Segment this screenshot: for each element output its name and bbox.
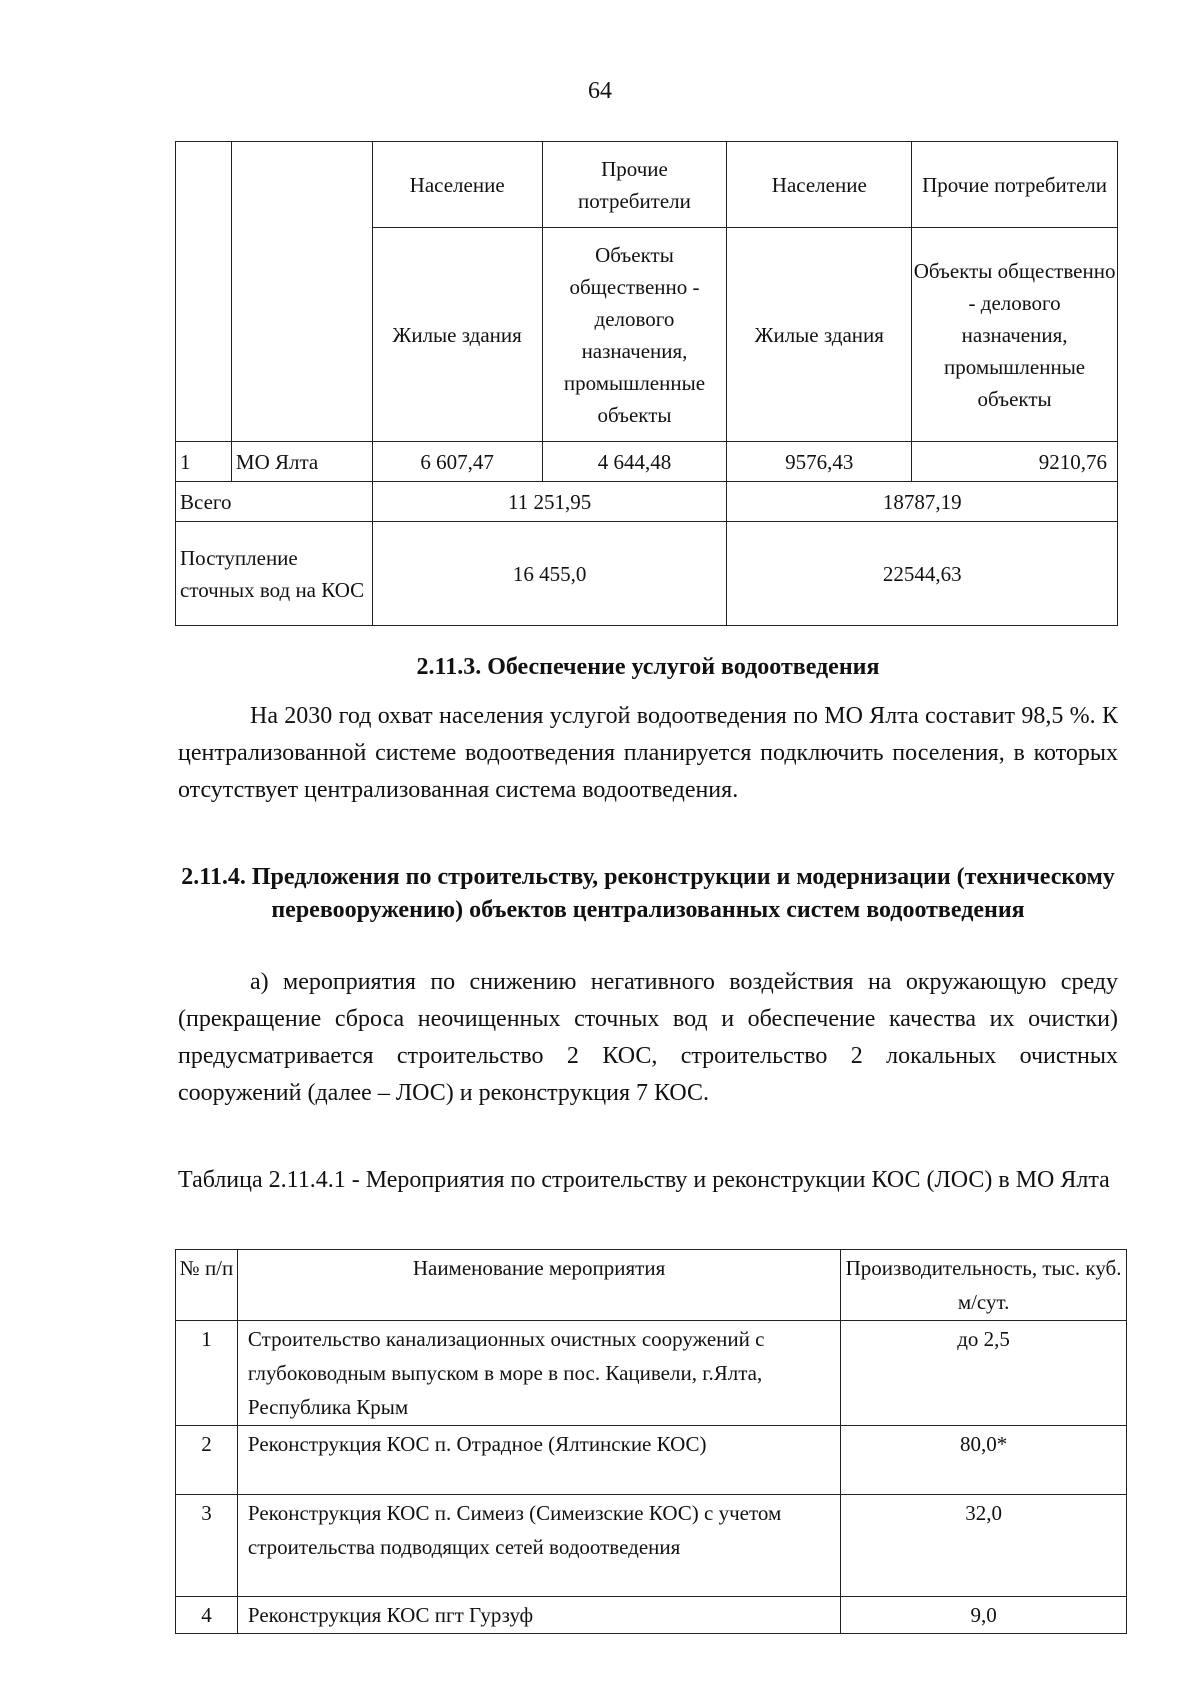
row-name: МО Ялта <box>231 442 372 482</box>
table-cell <box>231 142 372 442</box>
table-header-row <box>176 142 1118 228</box>
table-row <box>176 1426 1127 1495</box>
row-number: 1 <box>176 442 232 482</box>
measures-table <box>175 1249 1127 1634</box>
inflow-value: 22544,63 <box>727 522 1118 626</box>
column-header: Наименование мероприятия <box>237 1250 840 1321</box>
total-value: 18787,19 <box>727 482 1118 522</box>
inflow-value: 16 455,0 <box>372 522 727 626</box>
row-number: 1 <box>176 1321 238 1426</box>
table-cell: 4 644,48 <box>542 442 727 482</box>
table-header-row <box>176 1250 1127 1321</box>
table-cell <box>176 142 232 442</box>
column-header: Прочие потребители <box>912 142 1118 228</box>
table-cell: 9576,43 <box>727 442 912 482</box>
column-header: Население <box>372 142 542 228</box>
column-header: Производительность, тыс. куб. м/сут. <box>841 1250 1127 1321</box>
measure-name: Реконструкция КОС п. Отрадное (Ялтинские КОС) <box>237 1426 840 1495</box>
column-subheader: Объекты общественно - делового назначения, промышленные объекты <box>542 228 727 442</box>
capacity-value: до 2,5 <box>841 1321 1127 1426</box>
capacity-value: 32,0 <box>841 1495 1127 1597</box>
measure-name: Реконструкция КОС п. Симеиз (Симеизские КОС) с учетом строительства подводящих сетей водоотведения <box>237 1495 840 1597</box>
inflow-row <box>176 522 1118 626</box>
row-number: 4 <box>176 1597 238 1634</box>
total-row <box>176 482 1118 522</box>
capacity-value: 9,0 <box>841 1597 1127 1634</box>
column-header: № п/п <box>176 1250 238 1321</box>
row-number: 3 <box>176 1495 238 1597</box>
table-cell: 6 607,47 <box>372 442 542 482</box>
section-paragraph-2-11-3: На 2030 год охват населения услугой водоотведения по МО Ялта составит 98,5 %. К централизованной системе водоотведения планируется подключить поселения, в которых отсутствует централизованная система водоотведения. <box>178 703 1118 803</box>
table-row <box>176 1597 1127 1634</box>
section-paragraph-2-11-4: а) мероприятия по снижению негативного воздействия на окружающую среду (прекращение сброса неочищенных сточных вод и обеспечение качества их очистки) предусматривается строительство 2 КОС, строительство 2 локальных очистных сооружений (далее – ЛОС) и реконструкция 7 КОС. <box>178 969 1118 1106</box>
table-row <box>176 1495 1127 1597</box>
column-header: Население <box>727 142 912 228</box>
total-label: Всего <box>176 482 373 522</box>
consumption-table <box>175 141 1118 626</box>
table-row <box>176 442 1118 482</box>
table-row <box>176 1321 1127 1426</box>
row-number: 2 <box>176 1426 238 1495</box>
section-title-2-11-4: 2.11.4. Предложения по строительству, реконструкции и модернизации (техническому перевооружению) объектов централизованных систем водоотведения <box>181 864 1115 923</box>
column-subheader: Объекты общественно - делового назначения, промышленные объекты <box>912 228 1118 442</box>
column-subheader: Жилые здания <box>372 228 542 442</box>
table-cell: 9210,76 <box>912 442 1118 482</box>
column-subheader: Жилые здания <box>727 228 912 442</box>
capacity-value: 80,0* <box>841 1426 1127 1495</box>
page-number: 64 <box>588 78 612 104</box>
total-value: 11 251,95 <box>372 482 727 522</box>
measure-name: Реконструкция КОС пгт Гурзуф <box>237 1597 840 1634</box>
column-header: Прочие потребители <box>542 142 727 228</box>
measure-name: Строительство канализационных очистных сооружений с глубоководным выпуском в море в пос. Кацивели, г.Ялта, Республика Крым <box>237 1321 840 1426</box>
inflow-label: Поступление сточных вод на КОС <box>176 522 373 626</box>
section-title-2-11-3: 2.11.3. Обеспечение услугой водоотведения <box>416 654 880 680</box>
table-caption: Таблица 2.11.4.1 - Мероприятия по строительству и реконструкции КОС (ЛОС) в МО Ялта <box>178 1167 1110 1193</box>
